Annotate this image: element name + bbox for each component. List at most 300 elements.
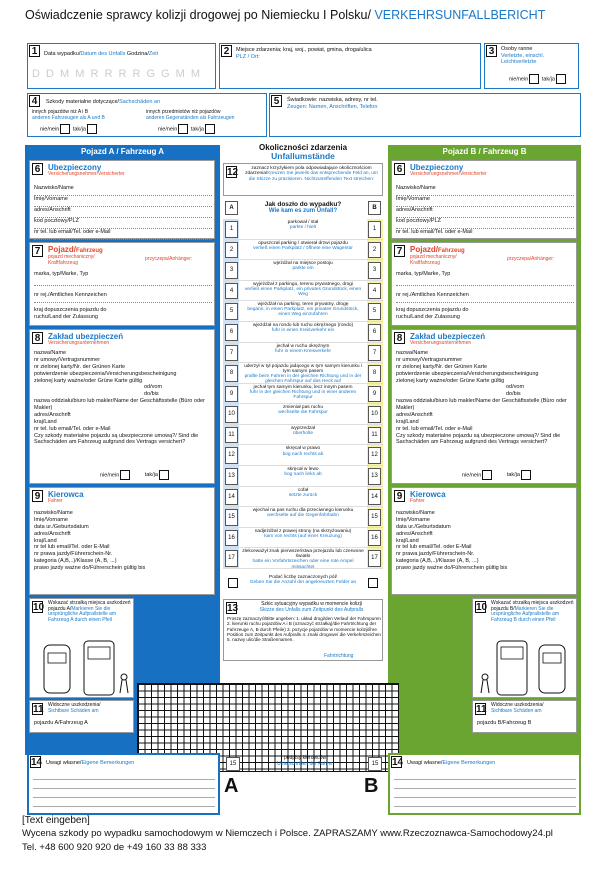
circumstance-text-pl: cofał [297, 487, 309, 493]
insurer-title-de: Versicherungsunternehmen [48, 340, 110, 347]
section-number: 3 [486, 45, 497, 57]
driver-birthdate-field[interactable]: data ur./Geburtsdatum [396, 523, 451, 530]
insured-yes-checkbox[interactable] [521, 470, 531, 480]
insured-surname-field[interactable]: Nazwisko/Name [396, 185, 574, 196]
driver-phone-field[interactable]: nr tel lub email/Tel. oder E-Mail [34, 544, 110, 551]
insured-title: Ubezpieczony [410, 163, 464, 172]
circumstance-b-checkbox[interactable]: 9 [368, 386, 381, 403]
section-number: 9 [32, 490, 43, 502]
text-input-placeholder[interactable]: [Text eingeben] [22, 815, 90, 826]
insured-address-field[interactable]: adres/Anschrift [34, 207, 212, 218]
insurer-title-de: Versicherungsunternehmen [410, 340, 472, 347]
vehicle-b-damage-field[interactable]: pojazdu B/Fahrzeug B [477, 720, 532, 726]
section-number: 1 [29, 45, 40, 57]
other-vehicles-label-de: anderen Fahrzeugen als A und B [32, 114, 105, 121]
question-de: Wie kam es zum Unfall? [268, 208, 338, 215]
section-number: 6 [394, 163, 405, 175]
vehicles-yes-checkbox[interactable] [87, 124, 97, 134]
title-de: VERKEHRSUNFALLBERICHT [374, 8, 546, 22]
insured-title: Ubezpieczony [48, 163, 102, 172]
driver-birthdate-field[interactable]: data ur./Geburtsdatum [34, 523, 89, 530]
circumstance-text-pl: zlekceważył znak pierwszeństwa przejazdu lub czerwone światło [242, 549, 364, 560]
insurer-title: Zakład ubezpieczeń [410, 332, 486, 341]
driver-firstname-field[interactable]: Imię/Vorname [34, 516, 68, 523]
circumstance-text-de: verließ einen Parkplatz, ein privates Grundstück, einen Weg [244, 286, 362, 297]
circumstance-a-checkbox[interactable]: 13 [225, 468, 238, 485]
circumstance-text [241, 241, 365, 251]
driver-title-de: Fahrer [48, 498, 63, 505]
contract-number-field[interactable]: nr umowy/Vertragsnummer [396, 356, 463, 363]
witnesses-input[interactable] [287, 112, 577, 134]
section-number: 7 [394, 245, 405, 257]
remarks-label: Uwagi własne/ [46, 760, 82, 766]
intro-de: Kreuzen Sie jeweils das entsprechende Feld an, um die Skizze zu präzisieren. Nichtzutreffenden Text streichen: [248, 171, 378, 182]
circumstance-text-de: parkte ein [292, 266, 314, 272]
circumstance-row [223, 466, 383, 487]
circumstance-text-de: parkte / hielt [289, 225, 317, 231]
driver-surname-field[interactable]: nazwisko/Name [34, 510, 73, 516]
date-label: Data wypadku/ [44, 51, 81, 57]
circumstance-text-pl: wjeżdżał na parking, teren prywatny, drogę [257, 302, 349, 308]
circumstance-text-pl: parkował / stał [287, 220, 319, 225]
insured-no-checkbox[interactable] [482, 470, 492, 480]
objects-yes-label: tak/ja [190, 126, 204, 133]
circumstance-text [241, 529, 365, 539]
damage-insured-question: Czy szkody materialne pojazdu są ubezpieczone umową?/ Sind die Sachschäden am Fahrzeug aufgrund des Vertrags versichert? [396, 432, 561, 446]
circumstance-text-de: überholte [292, 430, 313, 436]
driver-phone-field[interactable]: nr tel lub email/Tel. oder E-Mail [396, 544, 472, 551]
insured-title-de: Versicherungsnehmer/Versicherter [410, 171, 487, 178]
circumstance-row [223, 343, 383, 364]
circumstances-title [223, 143, 383, 162]
signature-a-label: A [224, 775, 239, 797]
circumstance-text-pl: jechał w ruchu okrężnym [276, 343, 330, 349]
valid-to-field[interactable]: do/bis [506, 391, 521, 398]
circumstance-text [241, 323, 365, 333]
title-pl: Oświadczenie sprawcy kolizji drogowej po Niemiecku I Polsku/ [25, 8, 375, 22]
car-outline-icon[interactable] [34, 637, 131, 697]
branch-country-field[interactable]: kraj/Land [34, 418, 57, 425]
section-number: 10 [33, 602, 45, 613]
section-number: 15 [368, 757, 382, 771]
date-label-de: Datum des Unfalls [80, 51, 126, 57]
circumstance-a-checkbox[interactable]: 3 [225, 262, 238, 279]
section-number: 8 [394, 332, 405, 344]
signature-b-field[interactable] [304, 777, 359, 811]
section-14-remarks-a [27, 753, 220, 815]
insured-no-checkbox[interactable] [120, 470, 130, 480]
circumstance-row [223, 404, 383, 425]
circumstance-b-checkbox[interactable]: 10 [368, 406, 381, 423]
page-title [25, 8, 545, 22]
vehicle-title-de: Fahrzeug [438, 248, 465, 254]
vehicle-plate-field[interactable]: nr rej./Amtliches Kennzeichen [396, 286, 574, 303]
green-card-field[interactable]: nr zielonej karty/Nr. der Grünen Karte [396, 363, 488, 370]
circumstance-b-checkbox[interactable]: 1 [368, 221, 381, 238]
circumstance-a-checkbox[interactable]: 7 [225, 345, 238, 362]
location-label-de: PLZ / Ort: [236, 54, 260, 61]
witnesses-label-de: Zeugen: Namen, Anschriften, Telefon [287, 103, 378, 110]
circumstance-b-checkbox[interactable]: 8 [368, 365, 381, 382]
circumstance-a-checkbox[interactable]: 16 [225, 530, 238, 547]
license-category-field[interactable]: kategoria (A,B,..)/Klasse (A, B, ...) [34, 558, 117, 565]
insured-surname-field[interactable]: Nazwisko/Name [34, 185, 212, 196]
circumstance-a-checkbox[interactable]: 15 [225, 509, 238, 526]
insured-postcode-field[interactable]: kod pocztowy/PLZ [396, 218, 574, 229]
insured-phone-field[interactable]: nr tel. lub email/Tel. oder e-Mail [396, 229, 574, 240]
section-number: 9 [394, 490, 405, 502]
circumstance-b-checkbox[interactable]: 2 [368, 242, 381, 259]
other-objects-label-de: anderen Gegenständen als Fahrzeugen [146, 114, 235, 121]
time-label-de: Zeit [148, 51, 159, 57]
sketch-title: Szkic sytuacyjny wypadku w momencie kolizji [261, 601, 362, 607]
valid-label: zielonej karty ważne/oder Grüne Karte gültig [34, 377, 143, 384]
section-number: 4 [29, 95, 40, 107]
circumstance-text-pl: zmieniał pas ruchu [283, 405, 323, 411]
circumstance-text [241, 261, 365, 271]
section-5-witnesses [269, 93, 581, 137]
section-11-visible-damage-b [472, 700, 577, 733]
section-number: 12 [227, 167, 239, 178]
section-number: 2 [221, 45, 232, 57]
footer-line-2: Tel. +48 600 920 920 de +49 160 33 88 333 [22, 842, 207, 853]
circumstance-a-checkbox[interactable]: 5 [225, 303, 238, 320]
injured-no-label: nie/nein [509, 76, 529, 83]
section-number: 7 [32, 245, 43, 257]
section-7-vehicle-a [29, 242, 215, 326]
circumstance-b-checkbox[interactable]: 14 [368, 489, 381, 506]
signatures-label-de: Unterschriften der Fahrer [277, 760, 333, 767]
valid-from-field[interactable]: od/vom [506, 384, 525, 391]
circumstances-list [223, 219, 383, 569]
objects-no-checkbox[interactable] [178, 124, 188, 134]
section-number: 6 [32, 163, 43, 175]
witnesses-label: Świadkowie: nazwiska, adresy, nr tel. [287, 97, 378, 103]
visible-damage-label: Widoczne uszkodzenia/ [491, 702, 544, 708]
insured-phone-field[interactable]: nr tel. lub email/Tel. oder e-Mail [34, 229, 212, 240]
circumstance-row [223, 322, 383, 343]
section-number: 13 [227, 603, 239, 614]
circumstance-text [241, 488, 365, 498]
circumstance-text-pl: skręcał w prawo [285, 446, 321, 452]
injured-yes-label: tak/ja [541, 76, 555, 83]
valid-from-field[interactable]: od/vom [144, 384, 163, 391]
date-time-input[interactable]: D D M M R R R R G G M M [32, 68, 202, 80]
driver-address-field[interactable]: adres/Anschrift [396, 530, 433, 537]
section-number: 14 [31, 757, 43, 768]
branch-field[interactable]: nazwa oddziału/biuro lub makler/Name der Geschäftsstelle (Büro oder Makler) [34, 398, 205, 411]
circumstance-text-de: hatte ein Vorfahrtszeichen oder eine rote Ampel missachtet [252, 559, 354, 569]
signatures-label: podpisy kierowców [284, 755, 326, 761]
section-10-impact-a [29, 598, 134, 698]
circumstance-text-de: wechselte die Fahrspur [278, 410, 328, 416]
visible-damage-label: Widoczne uszkodzenia/ [48, 702, 101, 708]
circumstance-row [223, 301, 383, 322]
driver-title: Kierowca [410, 490, 446, 499]
section-2-location [219, 43, 481, 89]
circumstance-text-pl: nadjeżdżał z prawej strony (na skrzyżowaniu) [254, 528, 352, 534]
remarks-label-de: Eigene Bemerkungen [81, 760, 135, 766]
branch-country-field[interactable]: kraj/Land [396, 418, 419, 425]
circumstance-row [223, 445, 383, 466]
branch-address-field[interactable]: adres/Anschrift [396, 411, 433, 418]
circumstance-text-pl: wyjeżdżał z parkingu, terenu prywatnego, drogi [253, 281, 353, 287]
insured-title-de: Versicherungsnehmer/Versicherter [48, 171, 125, 178]
vehicle-make-field[interactable]: marka, typ/Marke, Typ [34, 271, 212, 286]
insured-yes-label: tak/ja [144, 472, 158, 479]
section-3-injured [484, 43, 579, 89]
valid-to-field[interactable]: do/bis [144, 391, 159, 398]
circumstance-row [223, 219, 383, 240]
circumstances-title-pl: Okoliczności zdarzenia [258, 143, 348, 152]
license-valid-field[interactable]: prawo jazdy ważne do/Führerschein gültig bis [396, 565, 508, 571]
objects-yes-checkbox[interactable] [205, 124, 215, 134]
circumstance-a-checkbox[interactable]: 11 [225, 427, 238, 444]
circumstance-a-checkbox[interactable]: 10 [225, 406, 238, 423]
contract-number-field[interactable]: nr umowy/Vertragsnummer [34, 356, 101, 363]
circumstance-text-pl: wjeżdżał na rondo lub ruchu okrężnego (rondo) [252, 322, 354, 328]
section-4-damage [27, 93, 267, 137]
section-15-signatures [224, 755, 386, 815]
insured-yes-checkbox[interactable] [159, 470, 169, 480]
circumstance-a-checkbox[interactable]: 4 [225, 283, 238, 300]
circumstance-b-checkbox[interactable]: 5 [368, 303, 381, 320]
section-number: 11 [33, 704, 44, 715]
injured-label-de: Verletzte, einschl. Leichtverletzte [501, 52, 545, 66]
damage-label-de: Sachschäden an [119, 99, 161, 105]
insurer-name-field[interactable]: nazwa/Name [396, 350, 429, 356]
footer-line-1: Wycena szkody po wypadku samochodowym w Niemczech i Polsce. ZAPRASZAMY www.Rzeczoznawca-Samochodowy24.pl [22, 828, 553, 839]
section-10-impact-b [472, 598, 577, 698]
damage-label: Szkody materialne dotyczące/ [46, 99, 120, 105]
insurer-name-field[interactable]: nazwa/Name [34, 350, 67, 356]
vehicle-a-column [25, 145, 220, 755]
vehicle-title-de: Fahrzeug [76, 248, 103, 254]
section-8-insurer-b [391, 329, 577, 484]
insured-firstname-field[interactable]: Imię/Vorname [34, 196, 212, 207]
circumstance-b-checkbox[interactable]: 15 [368, 509, 381, 526]
circumstance-row [223, 260, 383, 281]
section-9-driver-a [29, 487, 215, 595]
circumstance-row [223, 507, 383, 528]
vehicle-plate-field[interactable]: nr rej./Amtliches Kennzeichen [34, 286, 212, 303]
vehicle-country-field[interactable]: kraj dopuszczenia pojazdu do ruchu/Land der Zulassung [396, 307, 469, 320]
section-1-date [27, 43, 216, 89]
circumstance-a-checkbox[interactable]: 12 [225, 447, 238, 464]
vehicle-make-field[interactable]: marka, typ/Marke, Typ [396, 271, 574, 286]
circumstance-text-pl: skręcał w lewo [287, 467, 319, 473]
vehicle-title: Pojazd/ [410, 245, 439, 254]
circumstance-text-de: fuhr in einem Kreisverkehr [275, 348, 331, 354]
circumstance-b-checkbox[interactable]: 7 [368, 345, 381, 362]
time-label: Godzina/ [126, 51, 149, 57]
section-6-insured-b [391, 160, 577, 239]
insured-postcode-field[interactable]: kod pocztowy/PLZ [34, 218, 212, 229]
circumstance-a-checkbox[interactable]: 1 [225, 221, 238, 238]
vehicle-b-header: Pojazd B / Fahrzeug B [442, 147, 527, 156]
branch-field[interactable]: nazwa oddziału/biuro lub makler/Name der Geschäftsstelle (Büro oder Makler) [396, 398, 567, 411]
circumstance-a-checkbox[interactable]: 9 [225, 386, 238, 403]
other-vehicles-label: innych pojazdów niż A i B [32, 109, 89, 115]
visible-damage-label-de: Sichtbare Schäden am [48, 707, 99, 714]
question-pl: Jak doszło do wypadku? [264, 201, 342, 208]
count-fields [223, 574, 383, 594]
circumstance-b-checkbox[interactable]: 16 [368, 530, 381, 547]
impact-label-de: Markieren Sie die ursprüngliche Aufprallstelle am Fahrzeug B durch einen Pfeil [491, 605, 560, 623]
circumstances-title-de: Unfallumstände [271, 151, 335, 162]
trailer-label: przyczepa/Anhänger: [507, 256, 555, 262]
license-category-field[interactable]: kategoria (A,B,..)/Klasse (A, B, ...) [396, 558, 479, 565]
circumstance-b-checkbox[interactable]: 11 [368, 427, 381, 444]
insured-no-label: nie/nein [462, 472, 482, 479]
count-label: Podać liczbę zaznaczonych pól/ [269, 575, 337, 580]
section-number: 8 [32, 332, 43, 344]
visible-damage-label-de: Sichtbare Schäden am [491, 707, 542, 714]
impact-label: Wskazać strzałką miejsca uszkodzeń pojazdu B/ [491, 600, 574, 612]
circumstance-text [241, 405, 365, 415]
circumstance-text-de: bog nach links ab [284, 472, 322, 478]
circumstance-row [223, 384, 383, 405]
circumstance-a-checkbox[interactable]: 8 [225, 365, 238, 382]
circumstance-text-de: fuhr in einen Kreisverkehr ein [271, 327, 335, 333]
circumstance-text [241, 302, 365, 317]
circumstance-text-de: begann, in einen Parkplatz, ein privates Grundstück, einen Weg einzufahren [247, 307, 359, 318]
circumstance-text-de: bog nach rechts ab [282, 451, 324, 457]
circumstance-text-de: setzte zurück [288, 492, 318, 498]
circumstance-text [241, 467, 365, 477]
section-11-visible-damage-a [29, 700, 134, 733]
circumstances-intro [223, 163, 383, 196]
circumstance-b-checkbox[interactable]: 3 [368, 262, 381, 279]
other-objects-label: innych przedmiotów niż pojazdów [146, 109, 221, 115]
motor-vehicle-label: pojazd mechaniczny/ Kraftfahrzeug [410, 254, 457, 266]
trailer-label: przyczepa/Anhänger: [145, 256, 193, 262]
green-card-field[interactable]: nr zielonej karty/Nr. der Grünen Karte [34, 363, 126, 370]
circumstance-text-pl: opuszczał parking / otwierał drzwi pojazdu [258, 240, 348, 246]
license-number-field[interactable]: nr prawa jazdy/Führerschein-Nr. [396, 551, 475, 558]
branch-phone-field[interactable]: nr tel. lub email/Tel. oder e-Mail [396, 425, 473, 432]
branch-phone-field[interactable]: nr tel. lub email/Tel. oder e-Mail [34, 425, 111, 432]
circumstance-text [241, 549, 365, 569]
location-label: Miejsce zdarzenia; kraj, woj., powiat, gmina, droga/ulica [236, 47, 372, 53]
driver-country-field[interactable]: kraj/Land [396, 537, 419, 544]
circumstance-text [241, 364, 365, 384]
branch-address-field[interactable]: adres/Anschrift [34, 411, 71, 418]
circumstance-b-checkbox[interactable]: 17 [368, 550, 381, 567]
driver-title: Kierowca [48, 490, 84, 499]
injured-yes-checkbox[interactable] [556, 74, 566, 84]
valid-label: zielonej karty ważne/oder Grüne Karte gültig [396, 377, 505, 384]
license-valid-field[interactable]: prawo jazdy ważne do/Führerschein gültig bis [34, 565, 146, 571]
insured-firstname-field[interactable]: Imię/Vorname [396, 196, 574, 207]
remarks-a-input[interactable] [33, 771, 215, 811]
circumstance-row [223, 548, 383, 569]
circumstance-row [223, 528, 383, 549]
section-number: 15 [226, 757, 240, 771]
vehicle-b-column [388, 145, 581, 755]
impact-label-de: Markieren Sie die ursprüngliche Aufprallstelle am Fahrzeug A durch einen Pfeil [48, 605, 117, 623]
circumstance-text-pl: wyprzedzał [291, 425, 315, 431]
remarks-label: Uwagi własne/ [407, 760, 443, 766]
section-number: 5 [271, 95, 282, 107]
circumstance-text [241, 282, 365, 297]
circumstance-text [241, 385, 365, 400]
insured-address-field[interactable]: adres/Anschrift [396, 207, 574, 218]
sketch-title-de: Skizze des Unfalls zum Zeitpunkt des Aufpralls [259, 606, 364, 613]
signature-a-field[interactable] [242, 777, 297, 811]
car-outline-icon[interactable] [477, 637, 574, 697]
count-label-de: Geben Sie die Anzahl der angekreuzten Felder an [249, 580, 357, 586]
vehicles-no-checkbox[interactable] [60, 124, 70, 134]
location-input[interactable] [236, 64, 476, 86]
circumstance-text-de: prallte beim Fahren in der gleichen Richtung und in der gleichen Fahrspur auf das Heck auf [244, 374, 362, 384]
circumstance-a-checkbox[interactable]: 14 [225, 489, 238, 506]
circumstance-text [241, 344, 365, 354]
intro-pl: zaznacz krzyżykiem pola odpowiadające okolicznościom zdarzenia/ [245, 166, 372, 177]
vehicles-no-label: nie/nein [40, 126, 60, 133]
section-number: 14 [392, 757, 404, 768]
circumstance-text-pl: uderzył w tył pojazdu jadącego w tym samym kierunku i tym samym pasem [244, 364, 362, 375]
circumstance-a-checkbox[interactable]: 2 [225, 242, 238, 259]
insurance-cert-label: potwierdzenie ubezpieczenia/Versicherungsbescheinigung [34, 370, 177, 377]
license-number-field[interactable]: nr prawa jazdy/Führerschein-Nr. [34, 551, 113, 558]
vehicle-a-damage-field[interactable]: pojazdu A/Fahrzeug A [34, 720, 88, 726]
injured-no-checkbox[interactable] [529, 74, 539, 84]
section-8-insurer-a [29, 329, 215, 484]
objects-no-label: nie/nein [158, 126, 178, 133]
vehicle-a-header: Pojazd A / Fahrzeug A [80, 147, 165, 156]
vehicle-country-field[interactable]: kraj dopuszczenia pojazdu do ruchu/Land der Zulassung [34, 307, 107, 320]
circumstance-b-checkbox[interactable]: 6 [368, 324, 381, 341]
circumstance-row [223, 425, 383, 446]
insured-yes-label: tak/ja [506, 472, 520, 479]
circumstance-text-de: verließ einen Parkplatz / öffnete eine Wagentür [253, 245, 353, 251]
circumstance-a-checkbox[interactable]: 17 [225, 550, 238, 567]
driver-firstname-field[interactable]: Imię/Vorname [396, 516, 430, 523]
circumstance-text-de: kam von rechts (auf einer Kreuzung) [264, 533, 342, 539]
insurer-title: Zakład ubezpieczeń [48, 332, 124, 341]
circumstance-text [241, 446, 365, 456]
circumstance-row [223, 363, 383, 384]
count-a-input[interactable] [228, 578, 238, 588]
signature-b-label: B [364, 775, 379, 797]
count-b-input[interactable] [368, 578, 378, 588]
circumstance-text-pl: wjeżdżał na miejsce postoju [273, 261, 333, 267]
circumstance-b-checkbox[interactable]: 4 [368, 283, 381, 300]
circumstance-b-checkbox[interactable]: 13 [368, 468, 381, 485]
circumstance-b-checkbox[interactable]: 12 [368, 447, 381, 464]
section-13-sketch-header [223, 599, 383, 661]
section-number: 10 [476, 602, 488, 613]
driver-country-field[interactable]: kraj/Land [34, 537, 57, 544]
circumstance-row [223, 487, 383, 508]
remarks-label-de: Eigene Bemerkungen [442, 760, 496, 766]
circumstances-question [223, 199, 383, 217]
motor-vehicle-label: pojazd mechaniczny/ Kraftfahrzeug [48, 254, 95, 266]
section-7-vehicle-b [391, 242, 577, 326]
sketch-direction-label: Fahrtrichtung [324, 653, 354, 659]
insured-no-label: nie/nein [100, 472, 120, 479]
vehicle-title: Pojazd/ [48, 245, 77, 254]
circumstance-text [241, 426, 365, 436]
driver-address-field[interactable]: adres/Anschrift [34, 530, 71, 537]
circumstance-a-checkbox[interactable]: 6 [225, 324, 238, 341]
driver-surname-field[interactable]: nazwisko/Name [396, 510, 435, 516]
remarks-b-input[interactable] [394, 771, 576, 811]
vehicles-yes-label: tak/ja [72, 126, 86, 133]
circumstance-text-de: wechselte auf die Gegenfahrbahn [267, 513, 339, 519]
section-6-insured-a [29, 160, 215, 239]
